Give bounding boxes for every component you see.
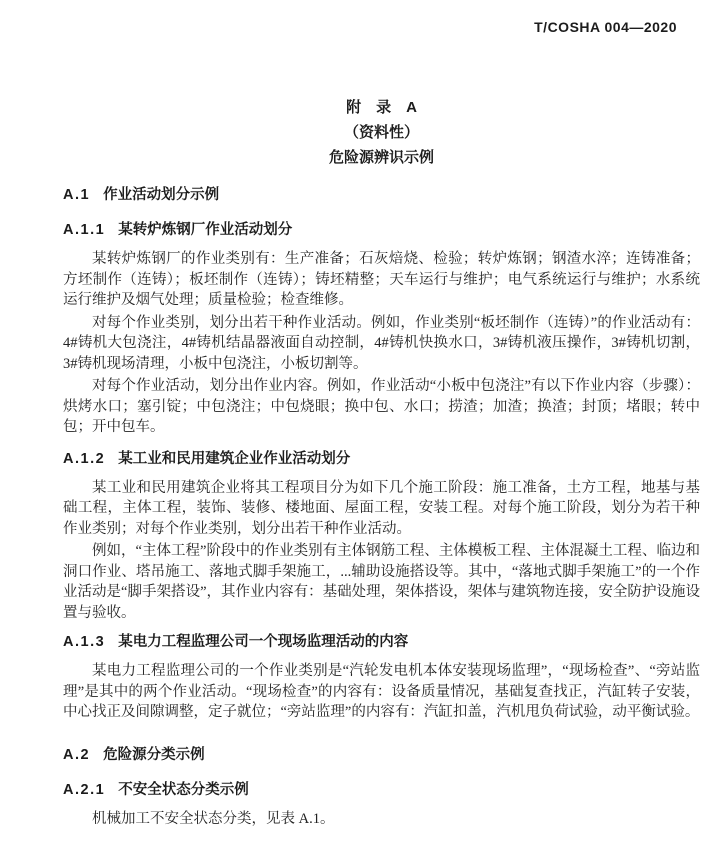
paragraph: 例如，“主体工程”阶段中的作业类别有主体钢筋工程、主体模板工程、主体混凝土工程、临边和洞口作业、塔吊施工、落地式脚手架施工，...辅助设施搭设等。其中，“落地式脚手架施工”的一个作业活动是“脚手架搭设”，其作业内容有：基础处理，架体搭设，架体与建筑物连接，安全防护设施设置与验收。 [63, 543, 700, 621]
section-title: 危险源分类示例 [103, 746, 205, 763]
appendix-title-block [63, 95, 700, 170]
appendix-title: 附 录 A [346, 99, 417, 116]
section-title: 某转炉炼钢厂作业活动划分 [118, 222, 293, 238]
paragraph: 某电力工程监理公司的一个作业类别是“汽轮发电机本体安装现场监理”，“现场检查”、“旁站监理”是其中的两个作业活动。“现场检查”的内容有：设备质量情况，基础复查找正，汽缸转子安装，中心找正及间隙调整，定子就位；“旁站监理”的内容有：汽缸扣盖，汽机甩负荷试验，动平衡试验。 [63, 663, 700, 720]
paragraph: 对每个作业活动，划分出作业内容。例如，作业活动“小板中包浇注”有以下作业内容（步骤）：烘烤水口；塞引锭；中包浇注；中包烧眼；换中包、水口；捞渣；加渣；换渣；封顶；堵眼；转中包；开中包车。 [63, 378, 700, 435]
paragraph: 对每个作业类别，划分出若干种作业活动。例如，作业类别“板坯制作（连铸）”的作业活动有：4#铸机大包浇注，4#铸机结晶器液面自动控制，4#铸机快换水口，3#铸机液压操作，3#铸机切割，3#铸机现场清理，小板中包浇注，小板切割等。 [63, 314, 700, 372]
paragraph: 某转炉炼钢厂的作业类别有：生产准备；石灰焙烧、检验；转炉炼钢；钢渣水淬；连铸准备；方坯制作（连铸）；板坯制作（连铸）；铸坯精整；天车运行与维护；电气系统运行与维护；水系统运行维护及烟气处理；质量检验；检查维修。 [63, 251, 700, 308]
appendix-subtitle: （资料性） [343, 124, 419, 141]
section-number: A.1.2 [63, 450, 106, 467]
section-number: A.2 [63, 746, 91, 763]
section-a1-1-body [63, 249, 700, 438]
section-a2-1-body [63, 809, 700, 830]
paragraph: 机械加工不安全状态分类，见表 A.1。 [92, 810, 335, 827]
section-a1-2-body [63, 478, 700, 624]
section-a1-heading [63, 185, 700, 205]
section-title: 某电力工程监理公司一个现场监理活动的内容 [118, 634, 409, 650]
section-a1-3-body [63, 661, 700, 723]
section-a2-1-heading [63, 780, 700, 800]
section-number: A.1.1 [63, 222, 106, 238]
section-number: A.1.3 [63, 634, 106, 650]
appendix-heading: 危险源辨识示例 [328, 149, 434, 166]
section-a1-3-heading [63, 632, 700, 652]
section-title: 作业活动划分示例 [103, 187, 220, 203]
section-title: 某工业和民用建筑企业作业活动划分 [118, 450, 351, 467]
section-number: A.1 [63, 187, 91, 203]
section-number: A.2.1 [63, 781, 106, 798]
section-title: 不安全状态分类示例 [118, 781, 249, 798]
section-a1-1-heading [63, 220, 700, 240]
paragraph: 某工业和民用建筑企业将其工程项目分为如下几个施工阶段：施工准备，土方工程，地基与基础工程，主体工程，装饰、装修、楼地面、屋面工程，安装工程。对每个施工阶段，划分为若干种作业类别；对每个作业类别，划分出若干种作业活动。 [63, 479, 700, 537]
doc-number: T/COSHA 004—2020 [534, 19, 677, 35]
section-a2-heading [63, 745, 700, 765]
page-content [63, 0, 700, 831]
section-a1-2-heading [63, 449, 700, 469]
